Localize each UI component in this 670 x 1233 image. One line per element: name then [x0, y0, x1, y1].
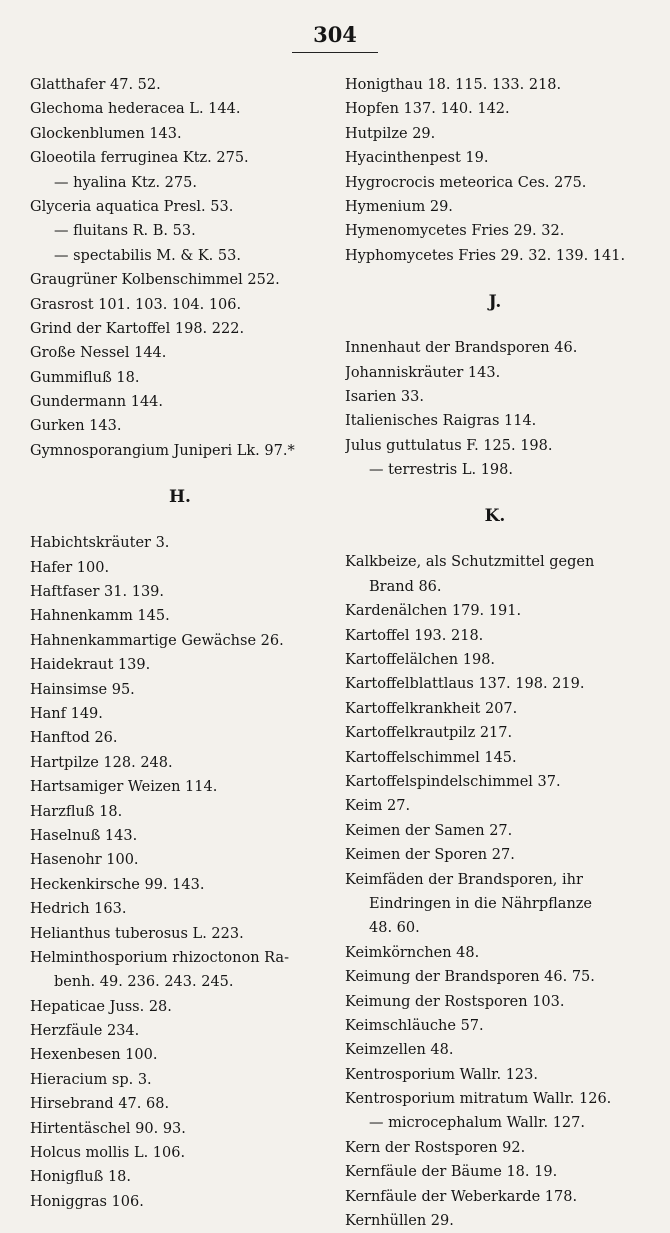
- index-entry: Glyceria aquatica Presl. 53.: [30, 198, 234, 215]
- index-entry: Hexenbesen 100.: [30, 1047, 158, 1064]
- index-entry: Kartoffelschimmel 145.: [345, 749, 517, 766]
- left-column: [30, 73, 330, 1214]
- index-entry: Haftfaser 31. 139.: [30, 584, 165, 601]
- index-entry: Honigthau 18. 115. 133. 218.: [345, 77, 562, 93]
- j-entries: [345, 336, 645, 482]
- index-entry: Hanf 149.: [30, 705, 103, 722]
- index-entry: Keimschläuche 57.: [345, 1017, 484, 1034]
- index-entry: Hirsebrand 47. 68.: [30, 1096, 170, 1113]
- index-entry: Hygrocrocis meteorica Ces. 275.: [345, 174, 587, 191]
- index-entry: Keimen der Sporen 27.: [345, 847, 515, 864]
- index-entry: Hopfen 137. 140. 142.: [345, 101, 510, 118]
- index-entry: 48. 60.: [369, 920, 420, 937]
- index-entry: Kartoffelälchen 198.: [345, 652, 496, 669]
- index-entry: — fluitans R. B. 53.: [54, 223, 196, 240]
- index-entry: Johanniskräuter 143.: [345, 364, 501, 381]
- index-entry: Hyphomycetes Fries 29. 32. 139. 141.: [345, 247, 626, 264]
- right-column: [345, 73, 645, 1233]
- index-entry: Haselnuß 143.: [30, 827, 138, 844]
- index-entry: Kentrosporium mitratum Wallr. 126.: [345, 1091, 612, 1108]
- index-entry: Honigfluß 18.: [30, 1169, 131, 1186]
- index-entry: Hahnenkamm 145.: [30, 608, 170, 625]
- h-entries: [30, 531, 330, 1214]
- index-entry: Habichtskräuter 3.: [30, 535, 170, 552]
- index-entry: Hutpilze 29.: [345, 125, 436, 142]
- index-entry: Keimung der Brandsporen 46. 75.: [345, 969, 595, 986]
- index-entry: Isarien 33.: [345, 388, 424, 405]
- index-entry: Glatthafer 47. 52.: [30, 77, 161, 93]
- index-entry: — microcephalum Wallr. 127.: [369, 1115, 585, 1132]
- index-entry: Gurken 143.: [30, 418, 122, 435]
- index-entry: Glechoma hederacea L. 144.: [30, 101, 241, 118]
- index-entry: Keimkörnchen 48.: [345, 944, 480, 961]
- index-entry: Hirtentäschel 90. 93.: [30, 1120, 186, 1137]
- index-entry: Keimen der Samen 27.: [345, 822, 513, 839]
- index-entry: Kernfäule der Weberkarde 178.: [345, 1188, 578, 1205]
- index-entry: Honiggras 106.: [30, 1193, 144, 1210]
- index-entry: Hartsamiger Weizen 114.: [30, 779, 218, 796]
- index-entry: Gundermann 144.: [30, 394, 164, 411]
- index-entry: Hartpilze 128. 248.: [30, 754, 173, 771]
- index-entry: Helianthus tuberosus L. 223.: [30, 925, 244, 942]
- index-entry: Kartoffelblattlaus 137. 198. 219.: [345, 676, 585, 693]
- h-entries-continued: [345, 73, 645, 268]
- index-entry: Große Nessel 144.: [30, 345, 167, 362]
- index-entry: Hymenomycetes Fries 29. 32.: [345, 223, 565, 240]
- index-entry: Kartoffelspindelschimmel 37.: [345, 773, 561, 790]
- index-entry: Kartoffelkrautpilz 217.: [345, 725, 513, 742]
- index-entry: Kardenälchen 179. 191.: [345, 603, 522, 620]
- index-entry: Graugrüner Kolbenschimmel 252.: [30, 272, 280, 289]
- index-entry: Kern der Rostsporen 92.: [345, 1139, 526, 1156]
- index-entry: Holcus mollis L. 106.: [30, 1145, 186, 1162]
- index-entry: Gymnosporangium Juniperi Lk. 97.*: [30, 442, 295, 459]
- index-entry: Heckenkirsche 99. 143.: [30, 876, 205, 893]
- index-entry: Hedrich 163.: [30, 901, 127, 918]
- index-entry: Hymenium 29.: [345, 198, 453, 215]
- section-heading-h: H.: [169, 487, 191, 508]
- index-entry: — terrestris L. 198.: [369, 462, 513, 479]
- index-entry: Brand 86.: [369, 578, 442, 595]
- index-entry: Keimfäden der Brandsporen, ihr: [345, 871, 583, 888]
- index-entry: Kentrosporium Wallr. 123.: [345, 1066, 538, 1083]
- index-entry: Keimung der Rostsporen 103.: [345, 993, 565, 1010]
- index-entry: Hainsimse 95.: [30, 681, 135, 698]
- index-entry: Gloeotila ferruginea Ktz. 275.: [30, 150, 249, 167]
- k-entries: [345, 550, 645, 1233]
- index-entry: benh. 49. 236. 243. 245.: [54, 974, 234, 991]
- header-rule: [292, 52, 378, 53]
- index-entry: Kernhüllen 29.: [345, 1213, 454, 1230]
- index-entry: — hyalina Ktz. 275.: [54, 174, 197, 191]
- index-entry: Hanftod 26.: [30, 730, 118, 747]
- index-entry: Julus guttulatus F. 125. 198.: [345, 437, 553, 454]
- section-heading-j: J.: [488, 292, 502, 313]
- index-entry: Hyacinthenpest 19.: [345, 150, 489, 167]
- section-heading-k: K.: [484, 506, 506, 527]
- index-entry: — spectabilis M. & K. 53.: [54, 247, 241, 264]
- index-entry: Haidekraut 139.: [30, 657, 151, 674]
- index-entry: Keim 27.: [345, 798, 411, 815]
- index-entry: Eindringen in die Nährpflanze: [369, 895, 593, 912]
- index-entry: Helminthosporium rhizoctonon Ra-: [30, 949, 289, 966]
- index-entry: Hieracium sp. 3.: [30, 1071, 152, 1088]
- index-entry: Kartoffelkrankheit 207.: [345, 700, 518, 717]
- index-entry: Hahnenkammartige Gewächse 26.: [30, 632, 284, 649]
- index-entry: Hafer 100.: [30, 559, 110, 576]
- index-entry: Gummifluß 18.: [30, 369, 140, 386]
- index-entry: Hasenohr 100.: [30, 852, 139, 869]
- index-entry: Kernfäule der Bäume 18. 19.: [345, 1164, 558, 1181]
- index-entry: Keimzellen 48.: [345, 1042, 454, 1059]
- index-entry: Harzfluß 18.: [30, 803, 123, 820]
- index-entry: Italienisches Raigras 114.: [345, 413, 537, 430]
- index-entry: Grind der Kartoffel 198. 222.: [30, 320, 245, 337]
- index-entry: Hepaticae Juss. 28.: [30, 998, 172, 1015]
- index-entry: Kartoffel 193. 218.: [345, 627, 484, 644]
- g-entries: [30, 73, 330, 463]
- page-number: 304: [313, 22, 357, 47]
- index-entry: Grasrost 101. 103. 104. 106.: [30, 296, 242, 313]
- index-entry: Kalkbeize, als Schutzmittel gegen: [345, 554, 595, 571]
- index-entry: Innenhaut der Brandsporen 46.: [345, 340, 578, 357]
- index-entry: Herzfäule 234.: [30, 1023, 140, 1040]
- index-entry: Glockenblumen 143.: [30, 125, 182, 142]
